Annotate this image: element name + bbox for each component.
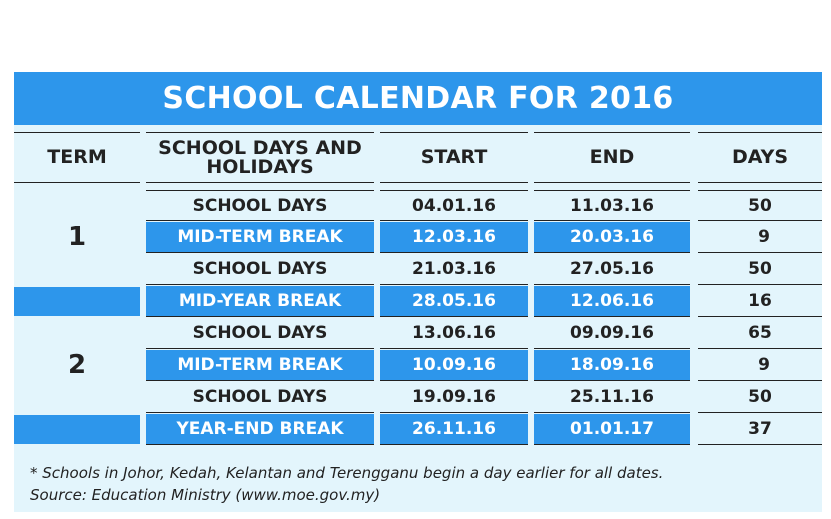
header-days: DAYS (698, 132, 822, 183)
table-row-6-activity: SCHOOL DAYS (146, 382, 374, 413)
table-row-6-start: 19.09.16 (380, 382, 528, 413)
term-2-label: 2 (14, 318, 140, 412)
table-row-2-activity: SCHOOL DAYS (146, 254, 374, 285)
footnote-note: * Schools in Johor, Kedah, Kelantan and Terengganu begin a day earlier for all dates. (30, 464, 664, 482)
table-row-7-end: 01.01.17 (534, 414, 690, 445)
table-row-3-start: 28.05.16 (380, 286, 528, 317)
table-row-0-activity: SCHOOL DAYS (146, 190, 374, 221)
term-gap-year-end (14, 415, 140, 444)
table-row-4-activity: SCHOOL DAYS (146, 318, 374, 349)
term-1-label: 1 (14, 191, 140, 282)
table-row-0-end: 11.03.16 (534, 190, 690, 221)
table-row-3-activity: MID-YEAR BREAK (146, 286, 374, 317)
header-activity (146, 132, 374, 183)
header-activity-line2: HOLIDAYS (206, 155, 314, 178)
table-row-2-start: 21.03.16 (380, 254, 528, 285)
table-row-5-start: 10.09.16 (380, 350, 528, 381)
table-row-4-end: 09.09.16 (534, 318, 690, 349)
table-row-5-end: 18.09.16 (534, 350, 690, 381)
table-row-7-start: 26.11.16 (380, 414, 528, 445)
table-row-5-activity: MID-TERM BREAK (146, 350, 374, 381)
table-row-1-start: 12.03.16 (380, 222, 528, 253)
table-row-4-days: 65 (698, 318, 822, 349)
footnote-source: Source: Education Ministry (www.moe.gov.my) (30, 486, 381, 504)
calendar-title: SCHOOL CALENDAR FOR 2016 (14, 72, 822, 125)
table-row-1-days: 9 (698, 222, 822, 253)
table-row-7-activity: YEAR-END BREAK (146, 414, 374, 445)
table-row-1-activity: MID-TERM BREAK (146, 222, 374, 253)
table-row-7-days: 37 (698, 414, 822, 445)
table-row-0-start: 04.01.16 (380, 190, 528, 221)
table-row-3-end: 12.06.16 (534, 286, 690, 317)
table-row-6-days: 50 (698, 382, 822, 413)
header-term: TERM (14, 132, 140, 183)
term-gap-mid-year (14, 287, 140, 316)
table-row-4-start: 13.06.16 (380, 318, 528, 349)
header-activity-line1: SCHOOL DAYS AND (158, 136, 362, 159)
table-row-1-end: 20.03.16 (534, 222, 690, 253)
footnote (30, 462, 820, 506)
header-end: END (534, 132, 690, 183)
table-row-6-end: 25.11.16 (534, 382, 690, 413)
table-row-2-end: 27.05.16 (534, 254, 690, 285)
table-row-3-days: 16 (698, 286, 822, 317)
table-row-5-days: 9 (698, 350, 822, 381)
table-row-2-days: 50 (698, 254, 822, 285)
table-row-0-days: 50 (698, 190, 822, 221)
header-start: START (380, 132, 528, 183)
